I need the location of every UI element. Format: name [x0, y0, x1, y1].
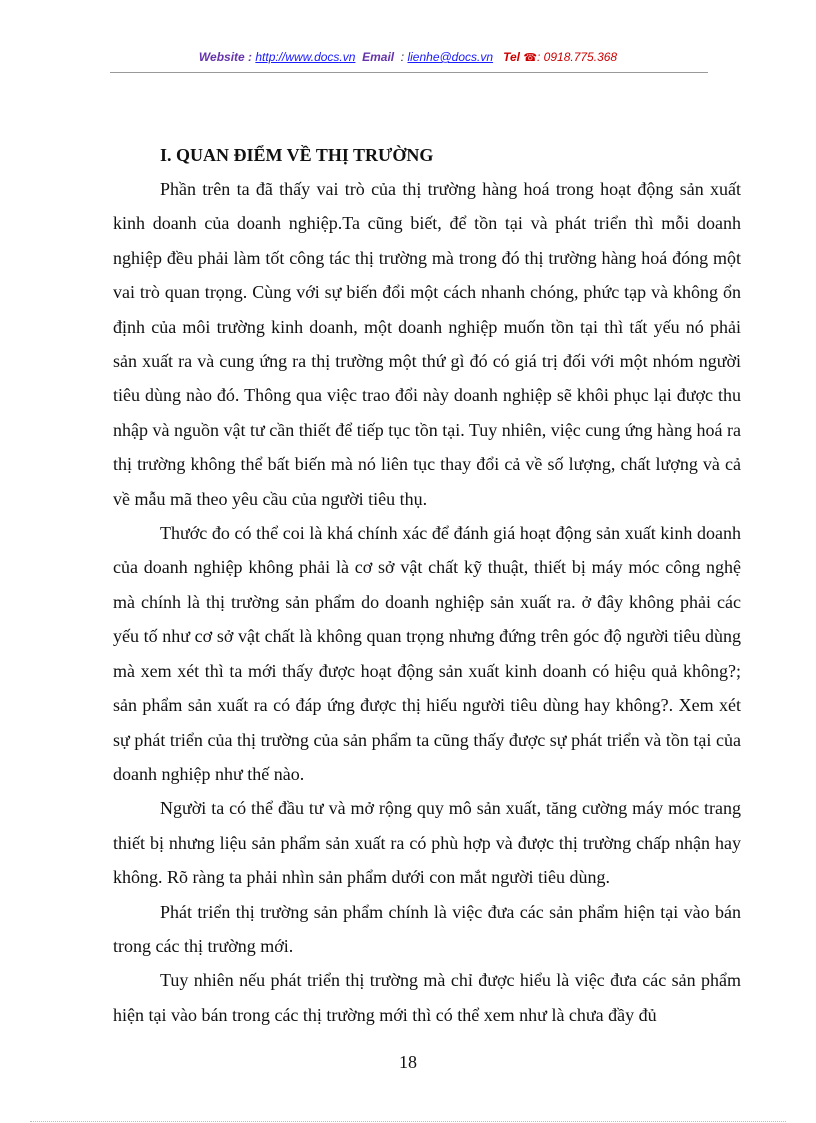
paragraph: Tuy nhiên nếu phát triển thị trường mà chỉ được hiểu là việc đưa các sản phẩm hiện tại vào bán trong các thị trường mới thì có thể xem như là chưa đầy đủ [113, 970, 741, 1025]
paragraph: Phát triển thị trường sản phẩm chính là việc đưa các sản phẩm hiện tại vào bán trong các thị trường mới. [113, 901, 741, 956]
email-label: Email [362, 50, 395, 64]
paragraph: Thước đo có thể coi là khá chính xác để đánh giá hoạt động sản xuất kinh doanh của doanh nghiệp không phải là cơ sở vật chất kỹ thuật, thiết bị máy móc công nghệ mà chính là thị trường sản phẩm do doanh nghiệp sản xuất ra. ở đây không phải các yếu tố như cơ sở vật chất là không quan trọng nhưng đứng trên góc độ người tiêu dùng mà xem xét thì ta mới thấy được hoạt động sản xuất kinh doanh có hiệu quả không?; sản phẩm sản xuất ra có đáp ứng được thị hiếu người tiêu dùng hay không?. Xem xét sự phát triển của thị trường của sản phẩm ta cũng thấy được sự phát triển và tồn tại của doanh nghiệp như thế nào. [113, 523, 741, 784]
header-divider [110, 72, 708, 73]
page-number: 18 [399, 1052, 417, 1072]
paragraph: Người ta có thể đầu tư và mở rộng quy mô sản xuất, tăng cường máy móc trang thiết bị nhưng liệu sản phẩm sản xuất ra có phù hợp và được thị trường chấp nhận hay không. Rõ ràng ta phải nhìn sản phẩm dưới con mắt người tiêu dùng. [113, 798, 741, 888]
tel-label: Tel [503, 50, 520, 64]
page-header [0, 50, 816, 64]
email-separator: : [400, 50, 405, 64]
email-link[interactable]: lienhe@docs.vn [407, 50, 494, 64]
website-link[interactable]: http://www.docs.vn [255, 50, 356, 64]
phone-icon: ☎ [523, 52, 538, 64]
paragraph: Phần trên ta đã thấy vai trò của thị trường hàng hoá trong hoạt động sản xuất kinh doanh của doanh nghiệp.Ta cũng biết, để tồn tại và phát triển thì mỗi doanh nghiệp đều phải làm tốt công tác thị trường mà trong đó thị trường hàng hoá đóng một vai trò quan trọng. Cùng với sự biến đổi một cách nhanh chóng, phức tạp và không ổn định của môi trường kinh doanh, một doanh nghiệp muốn tồn tại thì tất yếu nó phải sản xuất ra và cung ứng ra thị trường một thứ gì đó có giá trị đối với một nhóm người tiêu dùng nào đó. Thông qua việc trao đổi này doanh nghiệp sẽ khôi phục lại được thu nhập và nguồn vật tư cần thiết để tiếp tục tồn tại. Tuy nhiên, việc cung ứng hàng hoá ra thị trường không thể bất biến mà nó liên tục thay đổi cả về số lượng, chất lượng và cả về mẫu mã theo yêu cầu của người tiêu thụ. [113, 179, 741, 509]
section-title: I. QUAN ĐIỂM VỀ THỊ TRƯỜNG [160, 145, 434, 165]
document-body [113, 138, 741, 1032]
page-bottom-border [30, 1121, 786, 1122]
tel-number: : 0918.775.368 [537, 50, 618, 64]
website-label: Website : [198, 50, 253, 64]
